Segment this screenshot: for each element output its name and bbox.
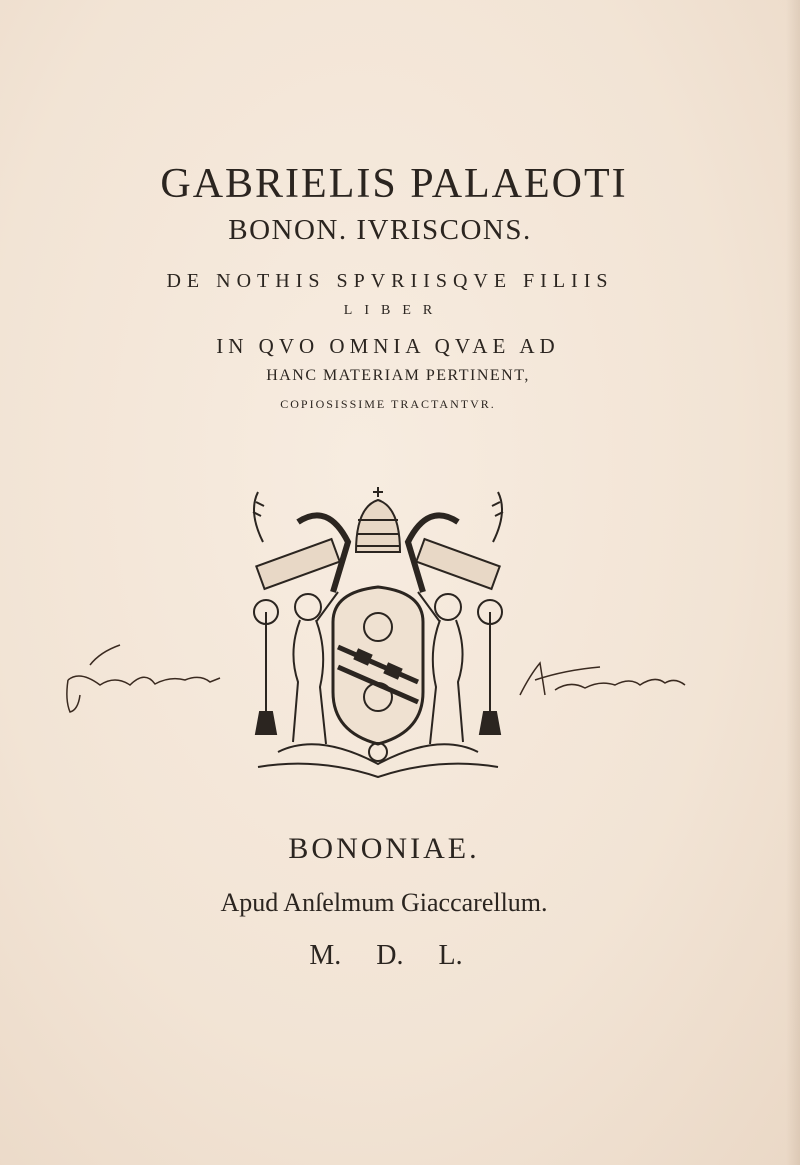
handwritten-signature-left xyxy=(60,640,235,720)
subtitle-line-2: HANC MATERIAM PERTINENT, xyxy=(266,367,530,384)
liber-label: LIBER xyxy=(343,303,445,318)
imprint-place: BONONIAE. xyxy=(288,832,480,865)
author-name: GABRIELIS PALAEOTI xyxy=(160,161,628,207)
subtitle-line-3: COPIOSISSIME TRACTANTVR. xyxy=(280,397,496,411)
handwritten-signature-right xyxy=(515,655,705,705)
papal-coat-of-arms-woodcut xyxy=(238,482,518,782)
subtitle-line-1: IN QVO OMNIA QVAE AD xyxy=(216,334,560,358)
imprint-year: M. D. L. xyxy=(309,940,463,971)
work-title: DE NOTHIS SPVRIISQVE FILIIS xyxy=(166,270,614,292)
scroll-base-icon xyxy=(258,743,498,777)
author-title: BONON. IVRISCONS. xyxy=(228,214,532,246)
shield-icon xyxy=(333,587,423,744)
page-edge-shadow xyxy=(786,0,800,1165)
tiara-icon xyxy=(356,487,400,552)
imprint-printer: Apud Anſelmum Giaccarellum. xyxy=(220,888,548,917)
